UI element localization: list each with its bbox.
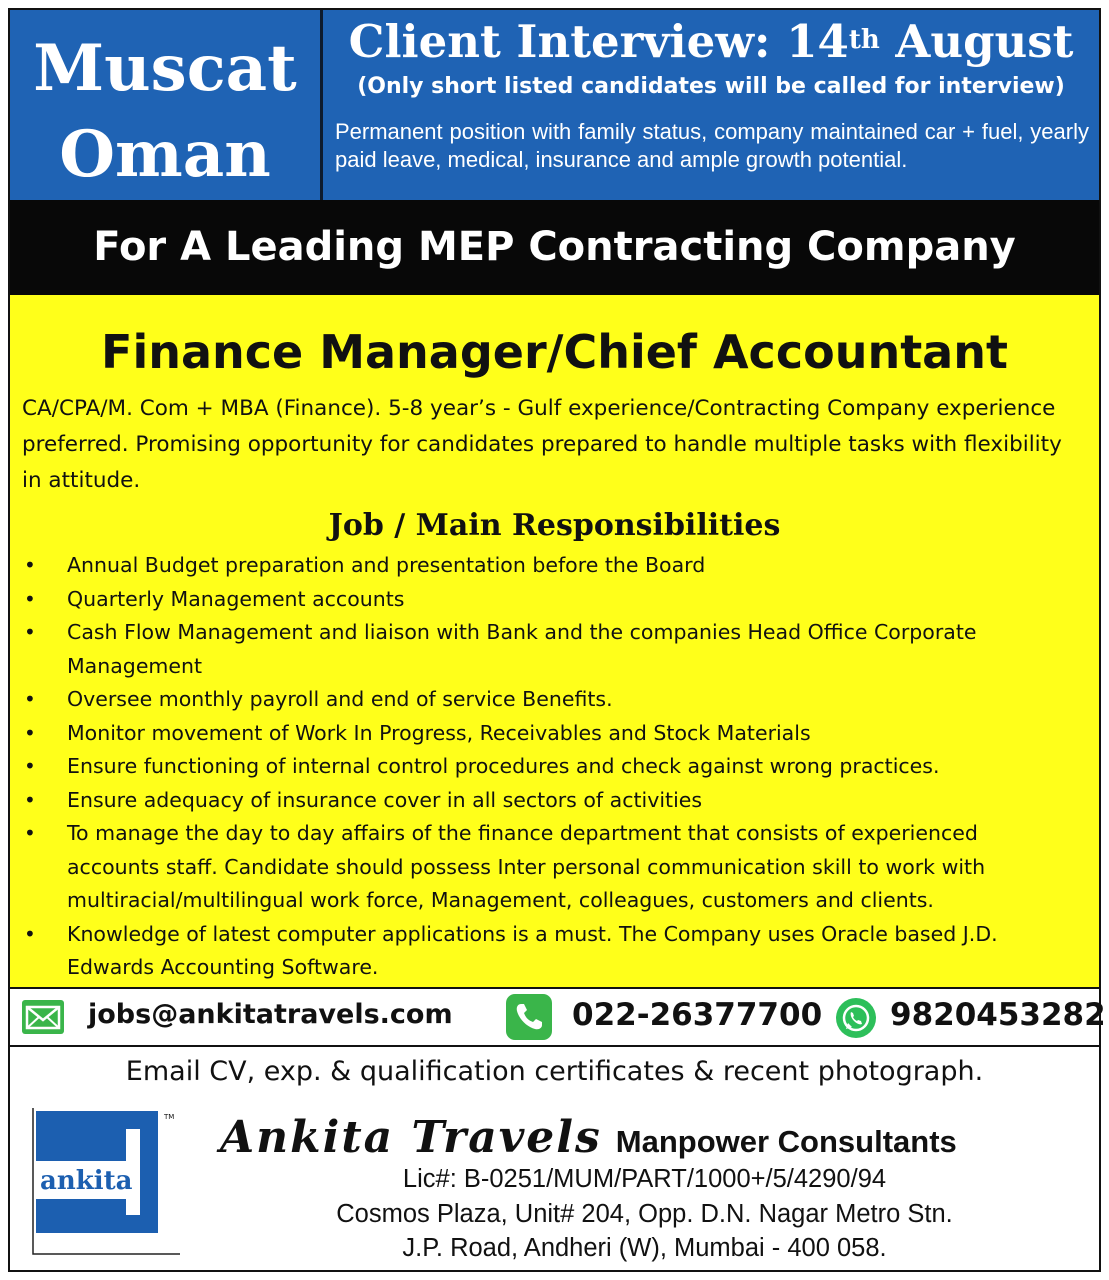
responsibilities-heading: Job / Main Responsibilities bbox=[328, 508, 781, 543]
address-line-1: Cosmos Plaza, Unit# 204, Opp. D.N. Nagar Metro Stn. bbox=[336, 1200, 953, 1228]
city-name: Muscat bbox=[33, 31, 297, 106]
country-name: Oman bbox=[59, 117, 271, 192]
phone-icon bbox=[506, 994, 552, 1040]
interview-date-text: Client Interview: 14 bbox=[348, 15, 849, 68]
list-item: • To manage the day to day affairs of the finance department that consists of experienced accounts staff. Candidate should possess Inter personal communication skill to work with multiracial/multilingual work force, Management, colleagues, customers and clients. bbox=[10, 817, 1067, 918]
list-item: • Cash Flow Management and liaison with Bank and the companies Head Office Corporate Management bbox=[10, 616, 1067, 683]
whatsapp-number[interactable]: 9820453282 bbox=[890, 997, 1106, 1033]
header bbox=[10, 10, 1099, 200]
company-banner bbox=[10, 200, 1099, 295]
phone-number[interactable]: 022-26377700 bbox=[572, 997, 823, 1033]
list-item: • Oversee monthly payroll and end of service Benefits. bbox=[10, 683, 1067, 717]
date-ordinal: th bbox=[848, 25, 880, 55]
list-item: • Knowledge of latest computer applications is a must. The Company uses Oracle based J.D. Edwards Accounting Software. bbox=[10, 918, 1067, 985]
email-icon bbox=[22, 1000, 64, 1034]
company-tagline: Manpower Consultants bbox=[615, 1124, 957, 1159]
banner-text: For A Leading MEP Contracting Company bbox=[93, 224, 1016, 270]
responsibilities-list bbox=[10, 549, 1099, 985]
list-item: • Quarterly Management accounts bbox=[10, 583, 1067, 617]
contact-bar bbox=[10, 987, 1106, 1047]
job-advertisement bbox=[8, 8, 1106, 1272]
benefits-text: Permanent position with family status, company maintained car + fuel, yearly paid leave, medical, insurance and ample growth potential. bbox=[335, 119, 1089, 172]
trademark-mark: TM bbox=[164, 1113, 175, 1121]
interview-month: August bbox=[879, 15, 1074, 68]
job-title: Finance Manager/Chief Accountant bbox=[101, 325, 1008, 379]
email-link[interactable]: jobs@ankitatravels.com bbox=[88, 999, 453, 1030]
shortlist-note: (Only short listed candidates will be called for interview) bbox=[357, 74, 1065, 99]
ankita-logo bbox=[32, 1107, 182, 1255]
job-details bbox=[10, 295, 1099, 987]
list-item: • Monitor movement of Work In Progress, Receivables and Stock Materials bbox=[10, 717, 1067, 751]
license-number: Lic#: B-0251/MUM/PART/1000+/5/4290/94 bbox=[402, 1165, 887, 1193]
application-instruction: Email CV, exp. & qualification certificates & recent photograph. bbox=[125, 1056, 984, 1087]
address-line-2: J.P. Road, Andheri (W), Mumbai - 400 058. bbox=[402, 1234, 887, 1262]
job-requirements: CA/CPA/M. Com + MBA (Finance). 5-8 year’s - Gulf experience/Contracting Company experience preferred. Promising opportunity for candidates prepared to handle multiple tasks with flexibility in attitude. bbox=[22, 396, 1062, 493]
company-line bbox=[220, 1112, 957, 1163]
logo-text: ankita bbox=[40, 1166, 133, 1196]
whatsapp-icon bbox=[836, 998, 876, 1038]
interview-date bbox=[323, 16, 1099, 68]
list-item: • Ensure adequacy of insurance cover in all sectors of activities bbox=[10, 784, 1067, 818]
list-item: • Annual Budget preparation and presentation before the Board bbox=[10, 549, 1067, 583]
location-panel bbox=[10, 10, 323, 200]
company-name: Ankita Travels bbox=[220, 1112, 602, 1163]
list-item: • Ensure functioning of internal control procedures and check against wrong practices. bbox=[10, 750, 1067, 784]
interview-panel bbox=[323, 10, 1099, 200]
